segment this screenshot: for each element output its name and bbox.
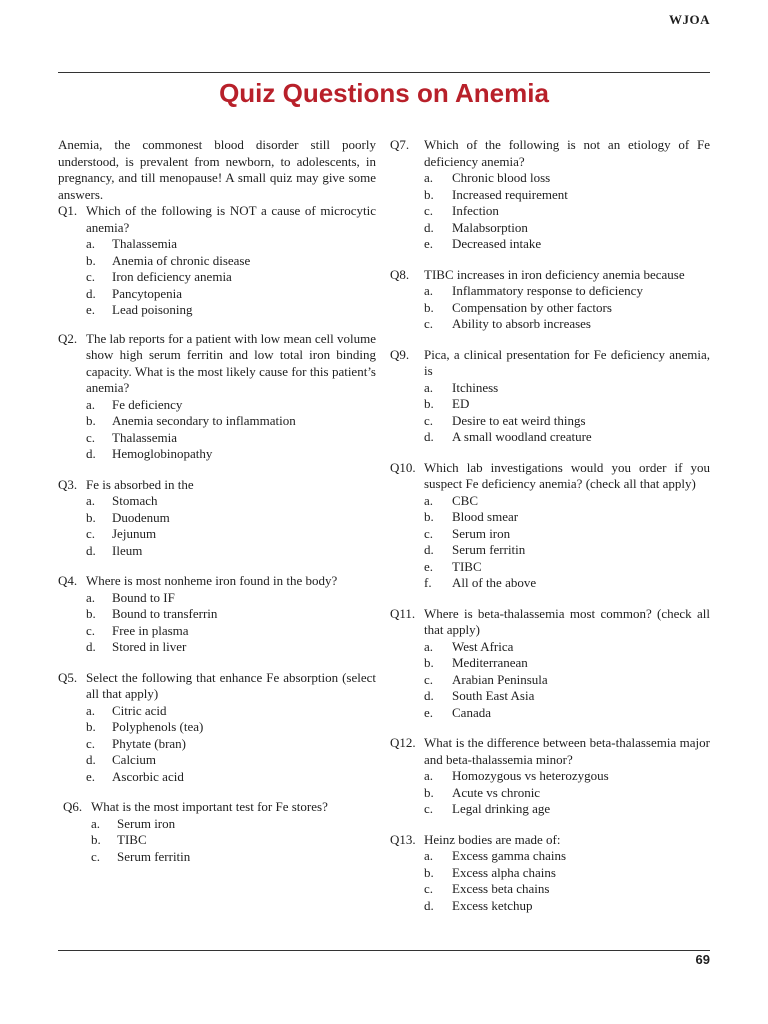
option-text: Anemia secondary to inflammation: [112, 413, 296, 428]
option-text: Jejunum: [112, 526, 157, 541]
option-text: Ascorbic acid: [112, 768, 184, 784]
question-text: Fe is absorbed in the: [86, 476, 194, 492]
option-text: Serum ferritin: [452, 542, 526, 557]
question-number: Q1.: [58, 203, 78, 218]
option-text: Polyphenols (tea): [112, 719, 204, 734]
question-block: [58, 477, 376, 560]
option-text: West Africa: [452, 638, 514, 654]
question-block: [390, 137, 710, 253]
answer-option: [58, 736, 376, 753]
option-text: Arabian Peninsula: [452, 671, 548, 687]
question-number: Q11.: [390, 605, 416, 621]
question-text: Select the following that enhance Fe absorption (select all that apply): [86, 669, 376, 701]
question-text: Which of the following is not an etiology of Fe deficiency anemia?: [424, 137, 710, 169]
option-letter: c.: [86, 622, 96, 638]
option-text: Serum iron: [452, 525, 511, 541]
option-text: ED: [452, 396, 470, 411]
answer-option: [58, 752, 376, 769]
option-letter: c.: [424, 881, 434, 896]
option-text: Legal drinking age: [452, 801, 551, 816]
answer-option: [63, 816, 376, 833]
question-line: [58, 477, 376, 494]
answer-option: [390, 865, 710, 882]
answer-option: [390, 316, 710, 333]
question-block: [390, 347, 710, 446]
option-text: Anemia of chronic disease: [112, 252, 251, 268]
option-letter: c.: [86, 429, 96, 445]
option-letter: e.: [86, 768, 96, 784]
question-block: [390, 606, 710, 722]
question-line: [58, 331, 376, 397]
question-text: Heinz bodies are made of:: [424, 831, 561, 847]
option-text: TIBC: [452, 558, 482, 574]
option-text: Itchiness: [452, 379, 499, 395]
intro-paragraph: Anemia, the commonest blood disorder still poorly understood, is prevalent from newborn, to adolescents, in pregnancy, and till menopause! A small quiz may give some answers.: [58, 137, 376, 202]
option-letter: d.: [424, 688, 434, 703]
answer-option: [58, 397, 376, 414]
option-text: Iron deficiency anemia: [112, 269, 232, 284]
option-letter: a.: [91, 815, 101, 831]
option-letter: e.: [424, 558, 434, 574]
question-text: The lab reports for a patient with low mean cell volume show high serum ferritin and low total iron binding capacity. What is the most likely cause for this patient’s anemia?: [86, 330, 376, 395]
question-block: [390, 832, 710, 915]
answer-option: [390, 848, 710, 865]
question-text: What is the difference between beta-thalassemia major and beta-thalassemia minor?: [424, 735, 710, 767]
answer-option: [390, 672, 710, 689]
question-block: [390, 460, 710, 592]
answer-option: [58, 413, 376, 430]
answer-option: [390, 509, 710, 526]
question-block: [390, 267, 710, 333]
question-number: Q2.: [58, 330, 78, 346]
option-text: Serum iron: [117, 815, 176, 831]
question-line: [390, 606, 710, 639]
option-text: Acute vs chronic: [452, 784, 541, 800]
option-letter: a.: [424, 638, 434, 654]
answer-option: [58, 639, 376, 656]
option-text: Blood smear: [452, 509, 519, 524]
option-text: Fe deficiency: [112, 396, 183, 412]
option-text: Excess gamma chains: [452, 848, 567, 863]
option-letter: a.: [424, 379, 434, 395]
option-text: Duodenum: [112, 509, 170, 525]
question-number: Q12.: [390, 735, 416, 750]
answer-option: [390, 559, 710, 576]
option-text: Ileum: [112, 542, 143, 558]
answer-option: [390, 801, 710, 818]
answer-option: [58, 430, 376, 447]
option-text: Free in plasma: [112, 622, 189, 638]
option-letter: b.: [424, 186, 434, 202]
question-number: Q9.: [390, 346, 410, 362]
option-letter: c.: [424, 801, 434, 816]
question-line: [63, 799, 376, 816]
option-letter: e.: [424, 704, 434, 720]
option-letter: d.: [424, 542, 434, 557]
answer-option: [390, 170, 710, 187]
option-letter: c.: [424, 671, 434, 687]
option-text: Chronic blood loss: [452, 170, 551, 185]
answer-option: [390, 898, 710, 915]
page-number: 69: [695, 952, 710, 967]
answer-option: [390, 187, 710, 204]
option-text: Canada: [452, 704, 491, 720]
answer-option: [58, 623, 376, 640]
question-block: [58, 203, 376, 319]
option-text: Calcium: [112, 752, 157, 767]
option-text: Excess ketchup: [452, 897, 533, 913]
answer-option: [390, 220, 710, 237]
answer-option: [58, 543, 376, 560]
answer-option: [390, 881, 710, 898]
option-letter: b.: [86, 252, 96, 268]
option-text: All of the above: [452, 575, 537, 590]
question-text: Where is beta-thalassemia most common? (check all that apply): [424, 605, 710, 637]
option-letter: c.: [424, 525, 434, 541]
option-letter: a.: [424, 170, 434, 185]
answer-option: [58, 286, 376, 303]
option-letter: d.: [86, 446, 96, 461]
left-question-list: [58, 203, 376, 865]
question-number: Q8.: [390, 266, 410, 282]
option-text: Mediterranean: [452, 655, 528, 670]
answer-option: [58, 606, 376, 623]
answer-option: [58, 269, 376, 286]
option-letter: c.: [91, 848, 101, 864]
question-block: [390, 735, 710, 818]
option-text: Stored in liver: [112, 639, 187, 654]
option-text: Lead poisoning: [112, 302, 193, 317]
question-text: Where is most nonheme iron found in the body?: [86, 573, 338, 588]
option-letter: b.: [424, 784, 434, 800]
question-line: [58, 203, 376, 236]
answer-option: [58, 590, 376, 607]
answer-option: [58, 446, 376, 463]
option-text: Malabsorption: [452, 219, 528, 235]
option-letter: a.: [86, 236, 96, 251]
option-letter: a.: [86, 702, 96, 718]
option-letter: a.: [424, 848, 434, 863]
question-block: [58, 331, 376, 463]
answer-option: [390, 396, 710, 413]
answer-option: [390, 768, 710, 785]
question-number: Q4.: [58, 573, 78, 588]
question-number: Q13.: [390, 831, 416, 847]
answer-option: [58, 769, 376, 786]
option-text: TIBC: [117, 832, 147, 847]
option-text: Bound to transferrin: [112, 606, 218, 621]
option-letter: b.: [86, 413, 96, 428]
option-text: Thalassemia: [112, 429, 177, 445]
option-text: A small woodland creature: [452, 429, 592, 444]
option-letter: b.: [424, 299, 434, 315]
question-text: TIBC increases in iron deficiency anemia because: [424, 266, 685, 282]
option-text: Phytate (bran): [112, 735, 187, 751]
option-letter: e.: [424, 236, 434, 251]
option-text: Hemoglobinopathy: [112, 446, 213, 461]
answer-option: [390, 236, 710, 253]
question-text: Which of the following is NOT a cause of microcytic anemia?: [86, 203, 376, 235]
option-letter: d.: [86, 542, 96, 558]
option-letter: b.: [86, 719, 96, 734]
question-number: Q7.: [390, 137, 410, 152]
question-line: [390, 735, 710, 768]
answer-option: [58, 510, 376, 527]
option-letter: e.: [86, 302, 96, 317]
option-letter: c.: [424, 316, 434, 331]
option-text: Serum ferritin: [117, 848, 191, 864]
left-column: [58, 137, 376, 865]
question-line: [390, 267, 710, 284]
question-line: [390, 832, 710, 849]
answer-option: [390, 705, 710, 722]
page-title: Quiz Questions on Anemia: [219, 78, 549, 108]
option-letter: c.: [424, 203, 434, 218]
answer-option: [58, 703, 376, 720]
header-divider: [58, 72, 710, 73]
option-letter: d.: [424, 219, 434, 235]
question-number: Q10.: [390, 459, 416, 475]
answer-option: [390, 300, 710, 317]
option-text: Pancytopenia: [112, 285, 183, 301]
question-text: What is the most important test for Fe stores?: [91, 799, 328, 814]
option-text: Decreased intake: [452, 236, 542, 251]
answer-option: [390, 542, 710, 559]
option-letter: a.: [86, 396, 96, 412]
option-letter: a.: [86, 493, 96, 508]
option-letter: d.: [424, 897, 434, 913]
option-letter: b.: [424, 396, 434, 411]
option-letter: d.: [86, 752, 96, 767]
answer-option: [58, 253, 376, 270]
answer-option: [390, 380, 710, 397]
right-question-list: [390, 137, 710, 914]
answer-option: [390, 283, 710, 300]
question-text: Pica, a clinical presentation for Fe deficiency anemia, is: [424, 346, 710, 378]
answer-option: [390, 655, 710, 672]
answer-option: [58, 302, 376, 319]
option-letter: a.: [424, 283, 434, 298]
option-letter: d.: [86, 639, 96, 654]
option-letter: c.: [86, 735, 96, 751]
option-letter: a.: [86, 589, 96, 605]
answer-option: [58, 236, 376, 253]
option-letter: c.: [86, 269, 96, 284]
option-text: Ability to absorb increases: [452, 316, 591, 331]
option-text: Homozygous vs heterozygous: [452, 768, 609, 783]
option-text: Excess beta chains: [452, 881, 550, 896]
option-letter: b.: [424, 509, 434, 524]
question-number: Q3.: [58, 476, 78, 492]
option-letter: d.: [424, 429, 434, 444]
option-letter: a.: [424, 492, 434, 508]
answer-option: [58, 526, 376, 543]
answer-option: [63, 832, 376, 849]
question-number: Q6.: [63, 799, 83, 814]
option-text: South East Asia: [452, 688, 535, 703]
option-text: Excess alpha chains: [452, 864, 556, 880]
option-letter: b.: [424, 864, 434, 880]
option-letter: c.: [424, 412, 434, 428]
question-text: Which lab investigations would you order if you suspect Fe deficiency anemia? (check all that apply): [424, 459, 710, 491]
answer-option: [390, 203, 710, 220]
option-text: Thalassemia: [112, 236, 177, 251]
answer-option: [390, 688, 710, 705]
answer-option: [390, 785, 710, 802]
option-letter: b.: [91, 832, 101, 847]
question-line: [390, 137, 710, 170]
option-text: Infection: [452, 203, 499, 218]
answer-option: [390, 526, 710, 543]
option-text: Desire to eat weird things: [452, 412, 586, 428]
question-number: Q5.: [58, 669, 78, 685]
option-letter: d.: [86, 285, 96, 301]
answer-option: [63, 849, 376, 866]
option-text: Bound to IF: [112, 589, 175, 605]
answer-option: [390, 575, 710, 592]
question-line: [390, 460, 710, 493]
option-text: Compensation by other factors: [452, 299, 612, 315]
option-letter: c.: [86, 526, 96, 541]
option-letter: b.: [424, 655, 434, 670]
option-text: Inflammatory response to deficiency: [452, 283, 643, 298]
question-line: [58, 573, 376, 590]
journal-name: WJOA: [669, 12, 710, 27]
option-text: Citric acid: [112, 702, 167, 718]
option-letter: f.: [424, 575, 432, 590]
answer-option: [390, 639, 710, 656]
question-block: [58, 799, 376, 865]
option-letter: b.: [86, 509, 96, 525]
option-text: Stomach: [112, 493, 158, 508]
answer-option: [58, 719, 376, 736]
option-text: Increased requirement: [452, 186, 568, 202]
question-block: [58, 670, 376, 786]
option-letter: a.: [424, 768, 434, 783]
answer-option: [58, 493, 376, 510]
question-line: [58, 670, 376, 703]
question-block: [58, 573, 376, 656]
answer-option: [390, 413, 710, 430]
answer-option: [390, 429, 710, 446]
right-column: [390, 137, 710, 914]
answer-option: [390, 493, 710, 510]
option-text: CBC: [452, 492, 479, 508]
footer-divider: [58, 950, 710, 951]
option-letter: b.: [86, 606, 96, 621]
question-line: [390, 347, 710, 380]
